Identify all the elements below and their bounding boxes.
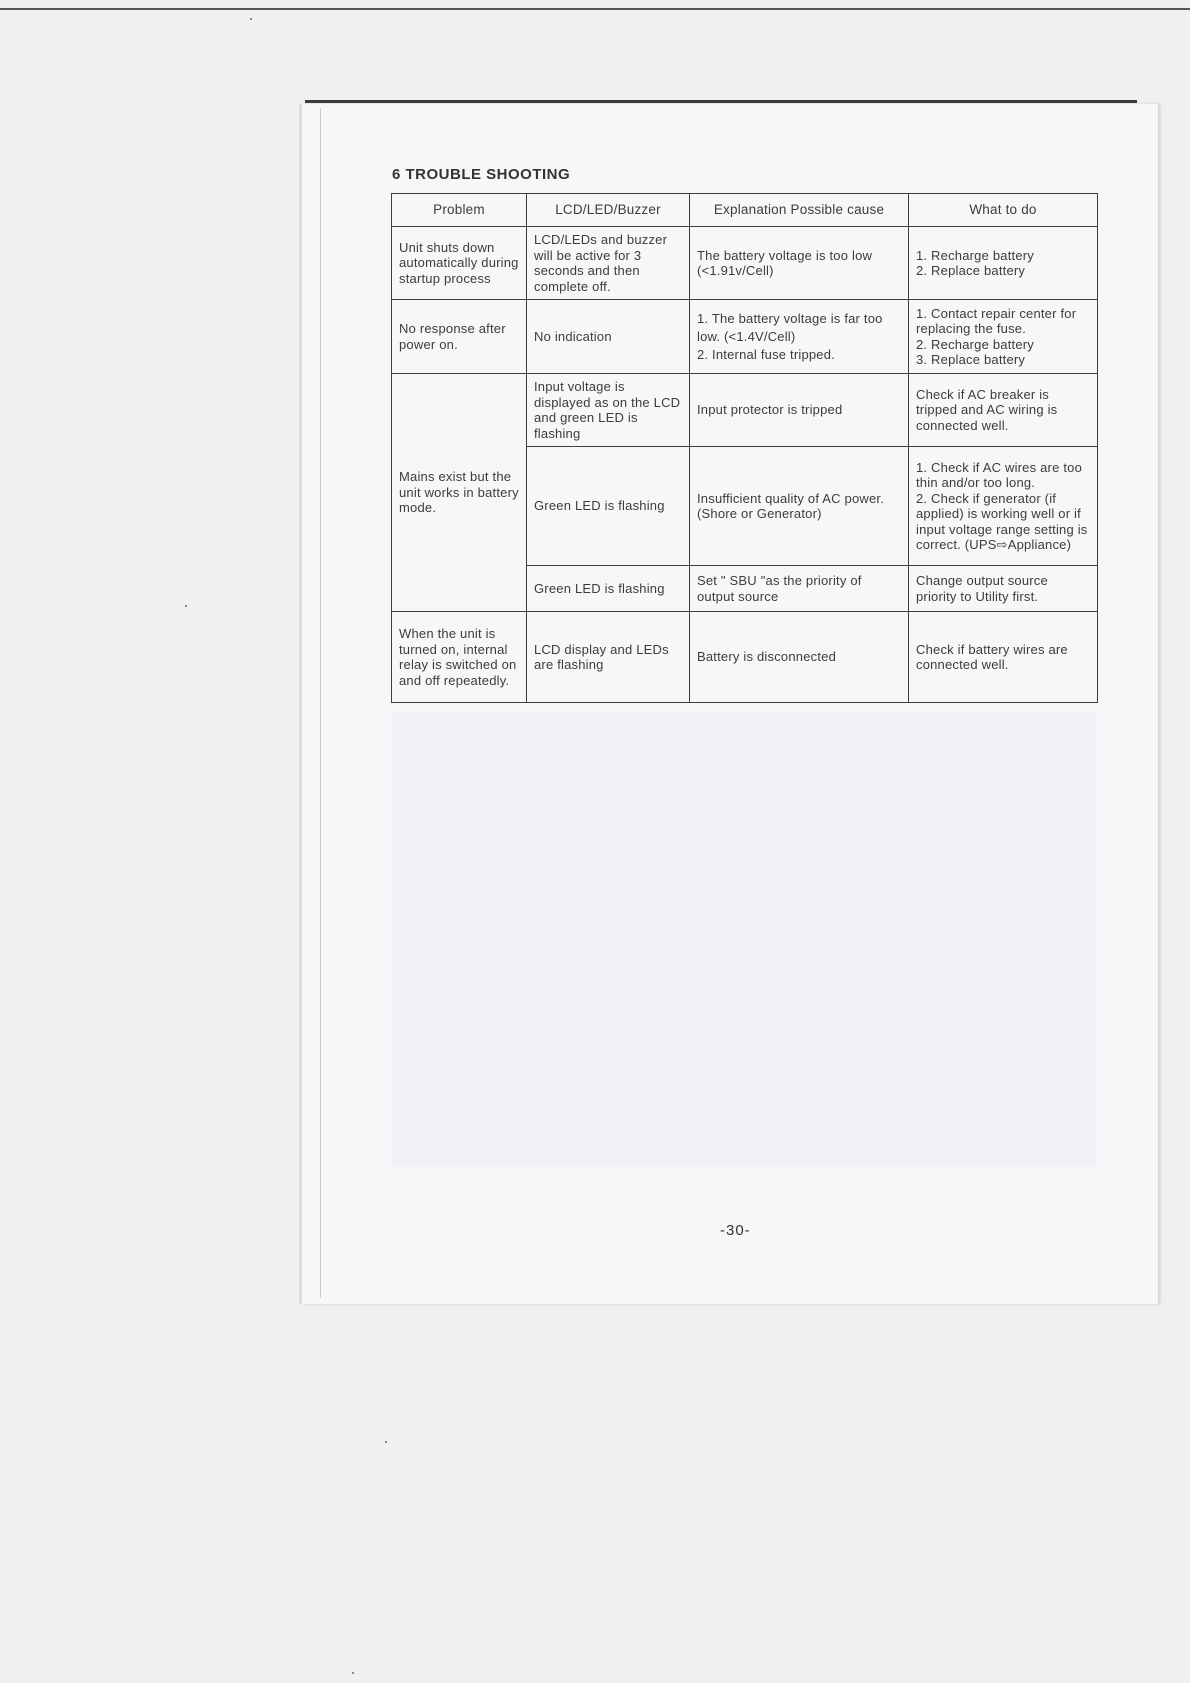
action-line: 2. Recharge battery	[916, 336, 1034, 352]
problem-cell: Unit shuts down automatically during startup process	[392, 227, 527, 300]
indicator-cell: Input voltage is displayed as on the LCD and green LED is flashing	[527, 374, 690, 447]
bleed-through-area	[392, 712, 1096, 1167]
indicator-cell: LCD/LEDs and buzzer will be active for 3 seconds and then complete off.	[527, 227, 690, 300]
cause-cell	[690, 374, 909, 447]
action-cell	[909, 227, 1098, 300]
cause-line: 2. Internal fuse tripped.	[697, 346, 835, 362]
header-cause: Explanation Possible cause	[690, 194, 909, 227]
section-title: 6 TROUBLE SHOOTING	[392, 166, 571, 183]
action-line: 1. Check if AC wires are too thin and/or too long.	[916, 459, 1082, 490]
action-cell	[909, 566, 1098, 612]
cause-line: Battery is disconnected	[697, 649, 837, 665]
action-line: 3. Replace battery	[916, 352, 1026, 367]
cause-cell	[690, 227, 909, 300]
cause-cell	[690, 447, 909, 566]
scan-speck	[250, 18, 252, 20]
problem-cell: When the unit is turned on, internal relay is switched on and off repeatedly.	[392, 612, 527, 703]
header-indicator: LCD/LED/Buzzer	[527, 194, 690, 227]
cause-line: Input protector is tripped	[697, 402, 843, 418]
table-row	[392, 227, 1098, 300]
cause-line: The battery voltage is too low (<1.91v/Cell)	[697, 247, 873, 278]
cause-cell	[690, 566, 909, 612]
action-cell	[909, 300, 1098, 374]
indicator-cell: No indication	[527, 300, 690, 374]
action-line: 1. Contact repair center for replacing the fuse.	[916, 305, 1077, 336]
scan-speck	[185, 605, 187, 607]
action-line: 2. Replace battery	[916, 263, 1026, 278]
scan-speck	[352, 1672, 354, 1674]
page-number: -30-	[720, 1222, 751, 1239]
header-problem: Problem	[392, 194, 527, 227]
action-cell	[909, 612, 1098, 703]
indicator-cell: Green LED is flashing	[527, 447, 690, 566]
cause-cell	[690, 300, 909, 374]
troubleshooting-table	[391, 193, 1098, 703]
table-row	[392, 612, 1098, 703]
problem-cell: No response after power on.	[392, 300, 527, 374]
indicator-cell: LCD display and LEDs are flashing	[527, 612, 690, 703]
table-row	[392, 374, 1098, 447]
action-line: Check if battery wires are connected well.	[916, 641, 1068, 672]
cause-line: 1. The battery voltage is far too low. (<1.4V/Cell)	[697, 310, 883, 344]
action-line: 1. Recharge battery	[916, 247, 1034, 263]
action-line: Change output source priority to Utility first.	[916, 573, 1048, 604]
page-binding-line	[320, 108, 321, 1298]
page-top-edge	[305, 100, 1137, 103]
table-header-row	[392, 194, 1098, 227]
scan-speck	[385, 1441, 387, 1443]
problem-cell: Mains exist but the unit works in battery mode.	[392, 374, 527, 612]
cause-line: Insufficient quality of AC power. (Shore or Generator)	[697, 490, 885, 521]
table-row	[392, 300, 1098, 374]
action-line: 2. Check if generator (if applied) is working well or if input voltage range setting is correct. (UPS⇨Appliance)	[916, 490, 1088, 552]
cause-line: Set " SBU "as the priority of output source	[697, 573, 862, 604]
scan-edge-line	[0, 8, 1190, 10]
action-cell	[909, 447, 1098, 566]
header-action: What to do	[909, 194, 1098, 227]
cause-cell	[690, 612, 909, 703]
indicator-cell: Green LED is flashing	[527, 566, 690, 612]
action-line: Check if AC breaker is tripped and AC wiring is connected well.	[916, 386, 1058, 433]
action-cell	[909, 374, 1098, 447]
